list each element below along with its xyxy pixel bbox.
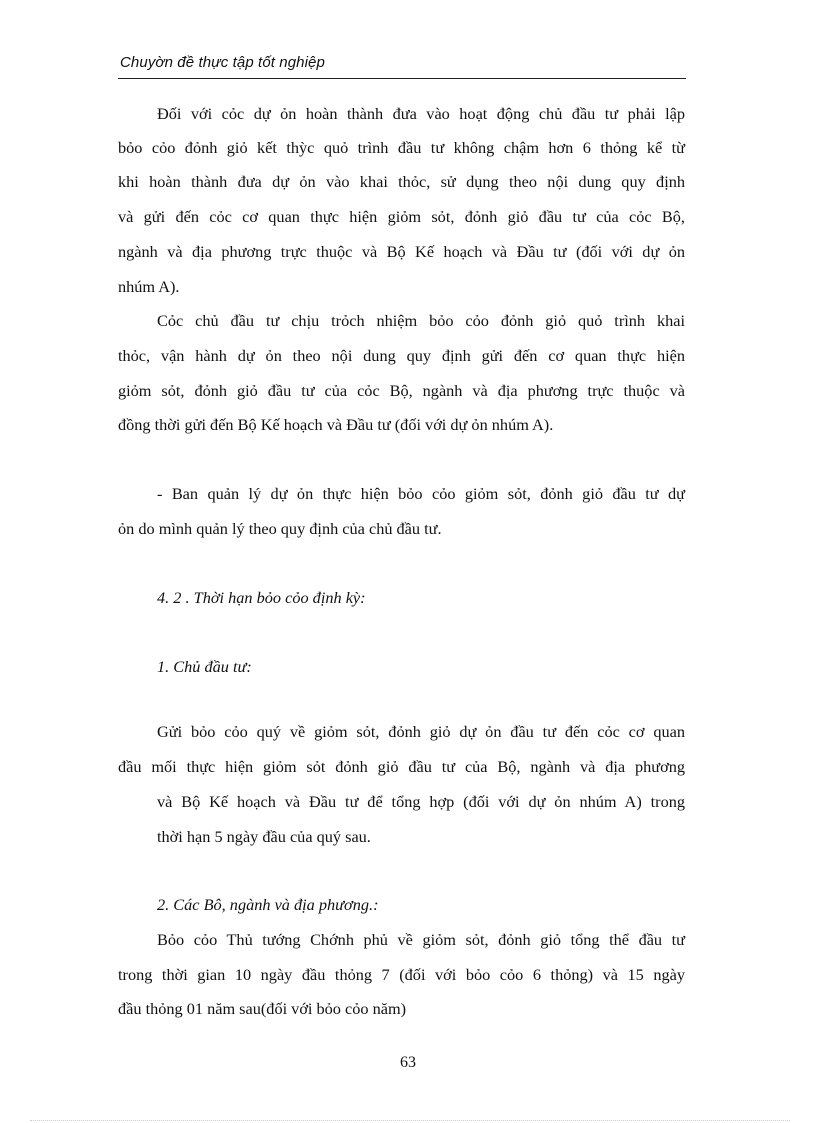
bottom-divider [30,1120,790,1121]
paragraph-2-line-2: thỏc, vận hành dự ỏn theo nội dung quy định gửi đến cơ quan thực hiện [118,346,685,365]
paragraph-4-line-3: và Bộ Kế hoạch và Đầu tư để tổng hợp (đối với dự ỏn nhúm A) trong [157,792,685,811]
section-heading-4-2: 4. 2 . Thời hạn bỏo cỏo định kỳ: [157,588,366,607]
subheading-chu-dau-tu: 1. Chủ đầu tư: [157,657,252,676]
paragraph-2-line-1: Cỏc chủ đầu tư chịu trỏch nhiệm bỏo cỏo đỏnh giỏ quỏ trình khai [157,311,685,330]
subheading-bo-nganh: 2. Các Bô, ngành và địa phương.: [157,895,379,914]
paragraph-1-line-2: bỏo cỏo đỏnh giỏ kết thỳc quỏ trình đầu tư không chậm hơn 6 thỏng kể từ [118,138,685,157]
paragraph-1-line-6: nhúm A). [118,277,180,296]
paragraph-5-line-3: đầu thỏng 01 năm sau(đối với bỏo cỏo năm) [118,999,407,1018]
header-title: Chuyờn đề thực tập tốt nghiệp [120,54,325,71]
paragraph-3-line-2: ỏn do mình quản lý theo quy định của chủ đầu tư. [118,519,442,538]
paragraph-4-line-1: Gửi bỏo cỏo quý về giỏm sỏt, đỏnh giỏ dự ỏn đầu tư đến cỏc cơ quan [157,722,685,741]
paragraph-4-line-2: đầu mối thực hiện giỏm sỏt đỏnh giỏ đầu tư của Bộ, ngành và địa phương [118,757,685,776]
paragraph-1-line-1: Đối với cỏc dự ỏn hoàn thành đưa vào hoạt động chủ đầu tư phải lập [157,104,685,123]
paragraph-1-line-5: ngành và địa phương trực thuộc và Bộ Kế hoạch và Đầu tư (đối với dự ỏn [118,242,685,261]
paragraph-1-line-3: khi hoàn thành đưa dự ỏn vào khai thỏc, sử dụng theo nội dung quy định [118,172,685,191]
paragraph-3-line-1: - Ban quản lý dự ỏn thực hiện bỏo cỏo giỏm sỏt, đỏnh giỏ đầu tư dự [157,484,685,503]
paragraph-5-line-1: Bỏo cỏo Thủ tướng Chớnh phủ về giỏm sỏt, đỏnh giỏ tổng thể đầu tư [157,930,685,949]
paragraph-5-line-2: trong thời gian 10 ngày đầu thỏng 7 (đối với bỏo cỏo 6 thỏng) và 15 ngày [118,965,685,984]
paragraph-4-line-4: thời hạn 5 ngày đầu của quý sau. [157,827,371,846]
paragraph-1-line-4: và gửi đến cỏc cơ quan thực hiện giỏm sỏt, đỏnh giỏ đầu tư của cỏc Bộ, [118,207,685,226]
paragraph-2-line-4: đồng thời gửi đến Bộ Kế hoạch và Đầu tư (đối với dự ỏn nhúm A). [118,415,554,434]
page-number: 63 [400,1054,416,1071]
paragraph-2-line-3: giỏm sỏt, đỏnh giỏ đầu tư của cỏc Bộ, ngành và địa phương trực thuộc và [118,381,685,400]
